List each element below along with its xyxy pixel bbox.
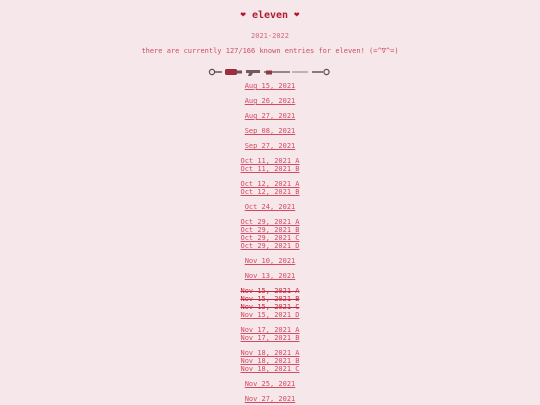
entry-link[interactable]: Oct 12, 2021 A	[240, 180, 300, 188]
entry-link[interactable]: Nov 13, 2021	[244, 272, 296, 280]
year-range: 2021-2022	[251, 32, 289, 40]
entry-link[interactable]: Sep 08, 2021	[244, 127, 296, 135]
entry-link[interactable]: Oct 29, 2021 A	[240, 218, 300, 226]
entry-link[interactable]: Nov 25, 2021	[244, 380, 296, 388]
entry-link[interactable]: Nov 10, 2021	[244, 257, 296, 265]
weapons-divider-icon	[208, 66, 332, 78]
entry-link[interactable]: Nov 18, 2021 C	[240, 365, 300, 373]
heart-icon-right: ❤	[294, 10, 300, 20]
entry-link[interactable]: Nov 17, 2021 A	[240, 326, 300, 334]
entry-link[interactable]: Nov 15, 2021 C	[240, 303, 300, 311]
entry-group	[0, 112, 540, 120]
entry-link[interactable]: Nov 27, 2021	[244, 395, 296, 403]
entry-link[interactable]: Oct 11, 2021 B	[240, 165, 300, 173]
title-text: eleven	[251, 10, 289, 21]
entry-group	[0, 218, 540, 250]
entry-group	[0, 142, 540, 150]
entry-link[interactable]: Nov 15, 2021 B	[240, 295, 300, 303]
entry-group	[0, 82, 540, 90]
entry-link[interactable]: Oct 12, 2021 B	[240, 188, 300, 196]
entry-group	[0, 326, 540, 342]
entry-group	[0, 180, 540, 196]
entry-link[interactable]: Nov 15, 2021 D	[240, 311, 300, 319]
entry-link[interactable]: Nov 15, 2021 A	[240, 287, 300, 295]
entry-link[interactable]: Sep 27, 2021	[244, 142, 296, 150]
entry-group	[0, 97, 540, 105]
entry-group	[0, 272, 540, 280]
entry-group	[0, 203, 540, 211]
entry-link[interactable]: Oct 11, 2021 A	[240, 157, 300, 165]
entry-group	[0, 349, 540, 373]
heart-icon-left: ❤	[240, 10, 246, 20]
entry-count-text: there are currently 127/166 known entries for eleven! (=^∇^=)	[141, 47, 399, 55]
entry-link[interactable]: Nov 18, 2021 B	[240, 357, 300, 365]
page-title	[0, 8, 540, 22]
entry-link[interactable]: Oct 29, 2021 D	[240, 242, 300, 250]
entry-group	[0, 395, 540, 403]
entry-link[interactable]: Nov 18, 2021 A	[240, 349, 300, 357]
entry-link[interactable]: Aug 27, 2021	[244, 112, 296, 120]
entry-link[interactable]: Oct 29, 2021 B	[240, 226, 300, 234]
entry-link[interactable]: Aug 15, 2021	[244, 82, 296, 90]
entry-group	[0, 380, 540, 388]
entry-link[interactable]: Aug 26, 2021	[244, 97, 296, 105]
entry-link[interactable]: Nov 17, 2021 B	[240, 334, 300, 342]
entry-list	[0, 82, 540, 403]
entry-group	[0, 127, 540, 135]
entry-group	[0, 287, 540, 319]
entry-group	[0, 257, 540, 265]
item-divider-banner	[208, 63, 332, 75]
entry-group	[0, 157, 540, 173]
entry-link[interactable]: Oct 24, 2021	[244, 203, 296, 211]
entry-link[interactable]: Oct 29, 2021 C	[240, 234, 300, 242]
